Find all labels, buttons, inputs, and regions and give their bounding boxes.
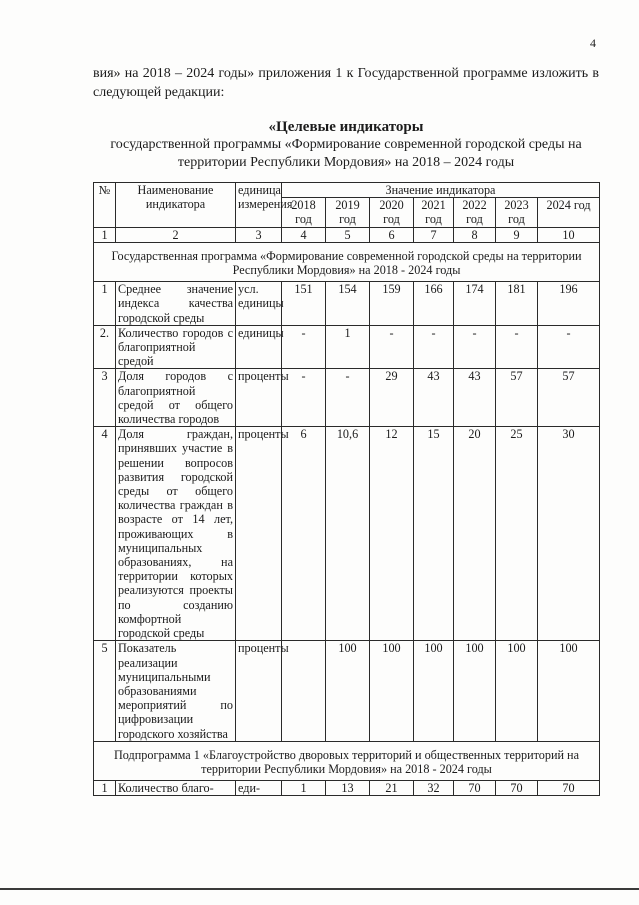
indicator-value: 166 [414, 282, 454, 326]
row-number: 1 [94, 282, 116, 326]
indicator-value: - [454, 325, 496, 369]
column-number: 10 [538, 227, 600, 242]
year-header: 2024 год [538, 198, 600, 227]
indicator-name: Доля городов с благоприятной средой от общего количества городов [116, 369, 236, 427]
section-program-row [94, 242, 600, 281]
table-row [94, 427, 600, 641]
indicator-value: 151 [282, 282, 326, 326]
indicator-value: 154 [326, 282, 370, 326]
indicator-value: 1 [282, 781, 326, 796]
indicator-value: 70 [454, 781, 496, 796]
indicator-unit: проценты [236, 369, 282, 427]
indicator-value: 1 [326, 325, 370, 369]
table-row [94, 282, 600, 326]
indicator-value: 29 [370, 369, 414, 427]
row-number: 5 [94, 641, 116, 741]
indicator-value: 25 [496, 427, 538, 641]
indicator-value: 43 [414, 369, 454, 427]
indicator-value: 100 [454, 641, 496, 741]
document-heading [93, 118, 599, 172]
row-number: 2. [94, 325, 116, 369]
column-number: 5 [326, 227, 370, 242]
column-number: 8 [454, 227, 496, 242]
indicator-value: 6 [282, 427, 326, 641]
column-number: 4 [282, 227, 326, 242]
table-row [94, 325, 600, 369]
row-number: 4 [94, 427, 116, 641]
indicator-name: Количество благо- [116, 781, 236, 796]
indicator-name: Показатель реализации муниципальными образованиями мероприятий по цифровизации городского хозяйства [116, 641, 236, 741]
column-number: 1 [94, 227, 116, 242]
indicator-value: - [414, 325, 454, 369]
section-title: Подпрограмма 1 «Благоустройство дворовых территорий и общественных территорий на территории Республики Мордовия» на 2018 - 2024 годы [94, 741, 600, 780]
indicator-name: Количество городов с благоприятной средой [116, 325, 236, 369]
indicator-value: 15 [414, 427, 454, 641]
intro-paragraph: вия» на 2018 – 2024 годы» приложения 1 к Государственной программе изложить в следующей редакции: [93, 66, 599, 100]
indicator-value: - [282, 369, 326, 427]
indicator-value: 30 [538, 427, 600, 641]
indicator-value: 100 [326, 641, 370, 741]
column-number: 2 [116, 227, 236, 242]
indicator-unit: проценты [236, 641, 282, 741]
indicator-value: 100 [414, 641, 454, 741]
indicators-table [93, 182, 600, 796]
indicator-name: Среднее значение индекса качества городской среды [116, 282, 236, 326]
indicator-value: 13 [326, 781, 370, 796]
year-header: 2019 год [326, 198, 370, 227]
indicator-value [282, 641, 326, 741]
indicator-value: 174 [454, 282, 496, 326]
indicator-value: 159 [370, 282, 414, 326]
year-header: 2018 год [282, 198, 326, 227]
header-row [94, 183, 600, 198]
indicator-value: 12 [370, 427, 414, 641]
column-number-row [94, 227, 600, 242]
row-number: 3 [94, 369, 116, 427]
indicator-value: 100 [370, 641, 414, 741]
indicator-value: 181 [496, 282, 538, 326]
col-value-header: Значение индикатора [282, 183, 600, 198]
column-number: 3 [236, 227, 282, 242]
indicator-value: 43 [454, 369, 496, 427]
indicator-value: - [282, 325, 326, 369]
indicator-value: 57 [538, 369, 600, 427]
heading-subtitle: государственной программы «Формирование современной городской среды на территории Республики Мордовия» на 2018 – 2024 годы [110, 137, 582, 170]
year-header: 2022 год [454, 198, 496, 227]
indicator-unit: единицы [236, 325, 282, 369]
indicator-value: 70 [538, 781, 600, 796]
year-header: 2020 год [370, 198, 414, 227]
section-title: Государственная программа «Формирование современной городской среды на территории Республики Мордовия» на 2018 - 2024 годы [94, 242, 600, 281]
indicator-value: 70 [496, 781, 538, 796]
indicator-value: - [538, 325, 600, 369]
scan-edge-line [0, 888, 639, 890]
indicator-value: - [326, 369, 370, 427]
indicator-unit: проценты [236, 427, 282, 641]
table-row [94, 781, 600, 796]
indicator-value: 21 [370, 781, 414, 796]
indicator-value: 32 [414, 781, 454, 796]
indicator-value: 100 [496, 641, 538, 741]
indicator-value: 196 [538, 282, 600, 326]
indicator-unit: еди- [236, 781, 282, 796]
col-unit-header: единица измерения [236, 183, 282, 228]
row-number: 1 [94, 781, 116, 796]
indicator-name: Доля граждан, принявших участие в решении вопросов развития городской среды от общего количества граждан в возрасте от 14 лет, проживающих в муниципальных образованиях, на территории которых реализуются проекты по созданию комфортной городской среды [116, 427, 236, 641]
indicator-value: 20 [454, 427, 496, 641]
year-header: 2023 год [496, 198, 538, 227]
indicator-value: 100 [538, 641, 600, 741]
year-header: 2021 год [414, 198, 454, 227]
heading-title: «Целевые индикаторы [268, 119, 424, 135]
column-number: 9 [496, 227, 538, 242]
column-number: 7 [414, 227, 454, 242]
section-subprogram-row [94, 741, 600, 780]
indicator-value: - [496, 325, 538, 369]
table-row [94, 641, 600, 741]
indicator-unit: усл. единицы [236, 282, 282, 326]
column-number: 6 [370, 227, 414, 242]
indicator-value: 10,6 [326, 427, 370, 641]
col-no-header: № [94, 183, 116, 228]
indicator-value: 57 [496, 369, 538, 427]
indicator-value: - [370, 325, 414, 369]
table-row [94, 369, 600, 427]
col-name-header: Наименование индикатора [116, 183, 236, 228]
page-number: 4 [590, 36, 596, 50]
